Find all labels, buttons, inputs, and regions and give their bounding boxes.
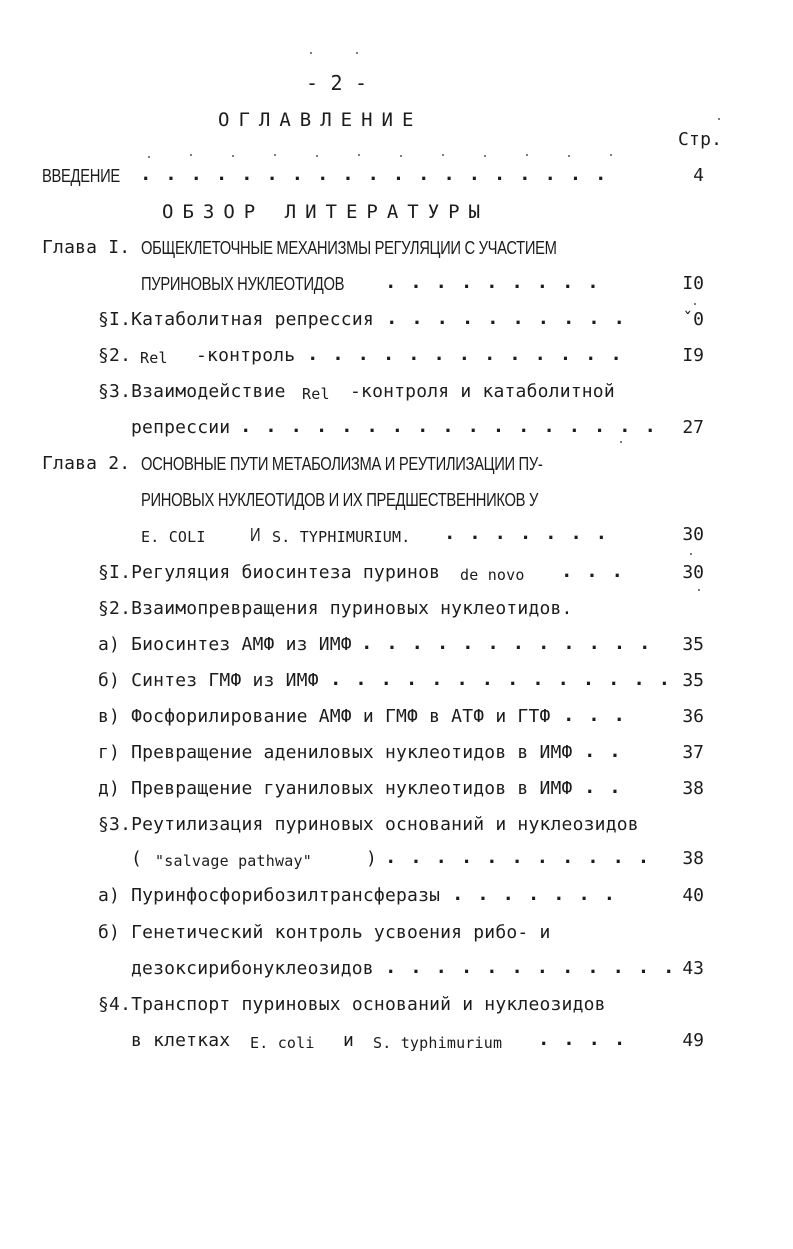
entry-term: E. coli (250, 1034, 315, 1052)
entry-text: дезоксирибонуклеозидов (131, 958, 374, 979)
entry-dots: . . . . . . . . . . . . . . . . . (240, 415, 658, 437)
scan-speck (694, 303, 696, 305)
entry-text: а) Пуринфосфорибозилтрансферазы (98, 885, 441, 906)
entry-text: д) Превращение гуаниловых нуклеотидов в ИМФ (98, 778, 573, 799)
entry-page: 49 (682, 1030, 704, 1051)
scan-speck (310, 52, 312, 54)
entry-text: РИНОВЫХ НУКЛЕОТИДОВ И ИХ ПРЕДШЕСТВЕННИКОВ У (141, 490, 539, 510)
entry-page: 35 (682, 634, 704, 655)
entry-page: I0 (682, 273, 704, 294)
entry-term: Rel (302, 385, 330, 403)
entry-dots: . . . . . . . . . (385, 271, 600, 293)
entry-page: I9 (682, 345, 704, 366)
entry-text: ( (131, 848, 143, 869)
entry-page: 38 (682, 778, 704, 799)
scan-speck (620, 441, 622, 443)
entry-term: de novo (460, 566, 525, 584)
entry-prefix: Глава 2. (42, 453, 131, 474)
entry-text: ОСНОВНЫЕ ПУТИ МЕТАБОЛИЗМА И РЕУТИЛИЗАЦИИ ПУ- (141, 454, 543, 474)
entry-text-2: и (343, 1030, 355, 1051)
entry-text: б) Генетический контроль усвоения рибо- и (98, 922, 551, 943)
entry-dots: . . . . . . . (452, 883, 617, 905)
entry-page: 43 (682, 958, 704, 979)
entry-page: 40 (682, 885, 704, 906)
entry-page: 36 (682, 706, 704, 727)
entry-dots: . . . . . . . . . . . (385, 846, 651, 868)
entry-page: 27 (682, 417, 704, 438)
entry-dots: . . . . . . . . . . . . . . . . . . . (140, 163, 608, 185)
entry-text: ОБЩЕКЛЕТОЧНЫЕ МЕХАНИЗМЫ РЕГУЛЯЦИИ С УЧАСТИЕМ (141, 238, 557, 258)
entry-text: ПУРИНОВЫХ НУКЛЕОТИДОВ (141, 274, 345, 294)
entry-page: 37 (682, 742, 704, 763)
entry-text: §3.Реутилизация пуриновых оснований и нуклеозидов (98, 814, 639, 835)
entry-dots: . . . . . . . . . . . . (361, 632, 652, 654)
entry-dots: . . . . (538, 1028, 627, 1050)
entry-text-2: -контроля и катаболитной (350, 381, 615, 402)
entry-dots: . . . (561, 560, 625, 582)
entry-text: §2.Взаимопревращения пуриновых нуклеотидов. (98, 598, 573, 619)
entry-dots: . . . . . . . . . . . . . (307, 343, 623, 365)
entry-text: ВВЕДЕНИЕ (42, 166, 120, 186)
entry-dots: . . . (563, 704, 627, 726)
entry-term: "salvage pathway" (155, 852, 312, 870)
entry-page: 38 (682, 848, 704, 869)
entry-term-2: S. TYPHIMURIUM. (272, 528, 411, 546)
entry-page: 4 (693, 165, 704, 186)
entry-dots: . . . . . . . . . . (386, 307, 627, 329)
entry-page: 30 (682, 524, 704, 545)
page-number: - 2 - (306, 71, 368, 95)
page-column-header: Стр. (678, 129, 723, 150)
entry-text: §I.Катаболитная репрессия (98, 309, 374, 330)
entry-text: §4.Транспорт пуриновых оснований и нуклеозидов (98, 994, 606, 1015)
entry-page: 30 (682, 562, 704, 583)
entry-term: Rel (140, 349, 168, 367)
entry-page: 35 (682, 670, 704, 691)
entry-text-2: -контроль (196, 345, 296, 366)
entry-text: §2. (98, 345, 132, 366)
entry-dots: . . . . . . . (444, 522, 609, 544)
scan-speck (690, 553, 692, 555)
scan-speck (698, 589, 700, 591)
entry-text: б) Синтез ГМФ из ИМФ (98, 670, 319, 691)
section-heading-literature: ОБЗОР ЛИТЕРАТУРЫ (162, 201, 490, 223)
entry-page: ˇ0 (682, 309, 704, 330)
entry-text-2: ) (366, 848, 378, 869)
entry-text: в клетках (131, 1030, 231, 1051)
entry-dots: . . (584, 776, 622, 798)
entry-text: г) Превращение адениловых нуклеотидов в ИМФ (98, 742, 573, 763)
scan-speck (718, 118, 720, 120)
entry-text: а) Биосинтез АМФ из ИМФ (98, 634, 352, 655)
scan-speck (356, 52, 358, 54)
entry-text: И (250, 525, 261, 545)
entry-dots: . . (584, 740, 622, 762)
entry-term-2: S. typhimurium (373, 1034, 503, 1052)
entry-text: репрессии (131, 417, 231, 438)
entry-dots: . . . . . . . . . . . . (385, 956, 676, 978)
entry-prefix: Глава I. (42, 237, 131, 258)
toc-title: ОГЛАВЛЕНИЕ (218, 109, 423, 131)
entry-text: в) Фосфорилирование АМФ и ГМФ в АТФ и ГТФ (98, 706, 551, 727)
entry-term: E. COLI (141, 528, 206, 546)
entry-text: §I.Регуляция биосинтеза пуринов (98, 562, 441, 583)
entry-text: §3.Взаимодействие (98, 381, 286, 402)
entry-dots: . . . . . . . . . . . . . . (330, 668, 672, 690)
